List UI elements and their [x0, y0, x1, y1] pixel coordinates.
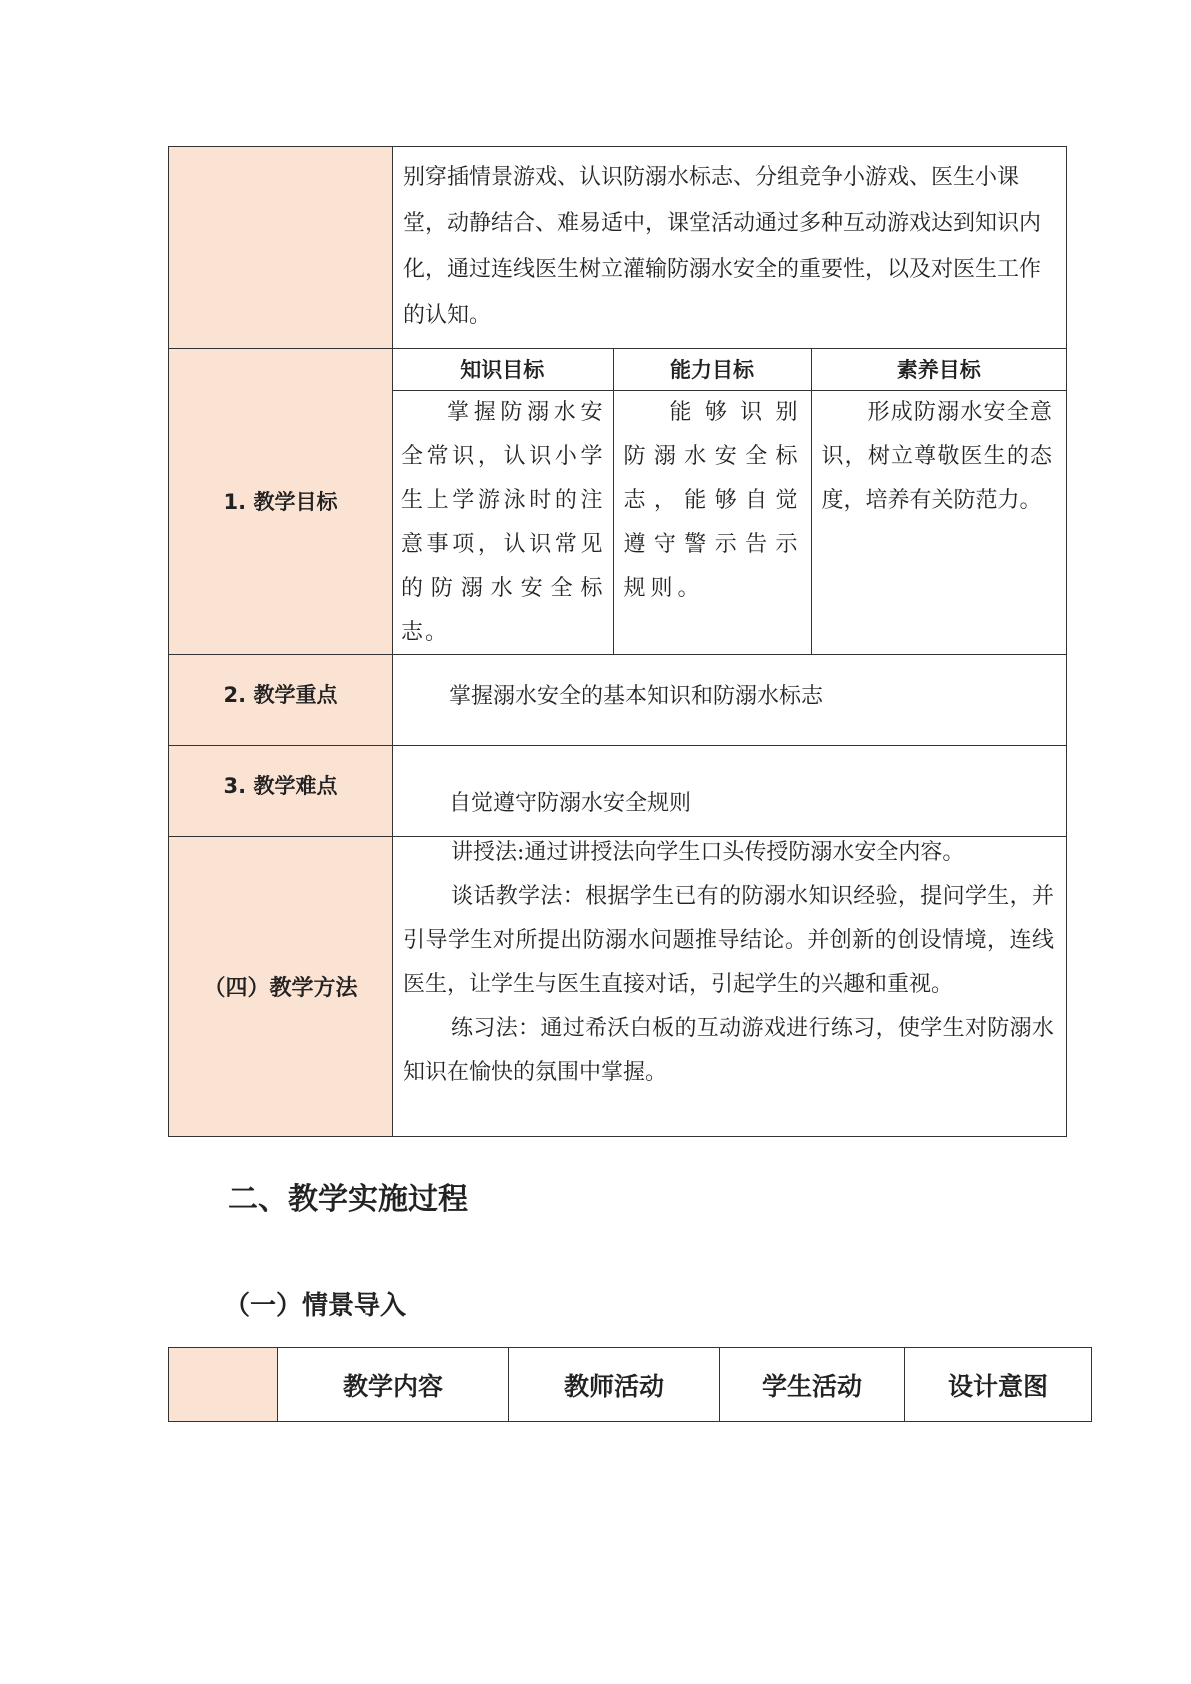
key-point-cell	[393, 654, 1067, 745]
overview-table	[168, 146, 1067, 1137]
difficulty-label: 3. 教学难点	[169, 745, 393, 836]
method-practice: 练习法：通过希沃白板的互动游戏进行练习，使学生对防溺水知识在愉快的氛围中掌握。	[403, 1015, 1054, 1085]
difficulty-text: 自觉遵守防溺水安全规则	[449, 790, 692, 816]
methods-cell	[393, 836, 1067, 1136]
knowledge-objective-cell	[392, 390, 613, 655]
process-corner-cell	[169, 1348, 278, 1422]
header-ability: 能力目标	[613, 348, 811, 390]
objectives-label: 1. 教学目标	[169, 349, 393, 655]
knowledge-objective: 掌握防溺水安全常识，认识小学生上学游泳时的注意事项，认识常见的防溺水安全标志。	[401, 399, 605, 645]
method-dialogue: 谈话教学法：根据学生已有的防溺水知识经验，提问学生，并引导学生对所提出防溺水问题推导结论。并创新的创设情境，连线医生，让学生与医生直接对话，引起学生的兴趣和重视。	[403, 883, 1054, 997]
intro-text-cell	[393, 147, 1067, 349]
header-design-intent: 设计意图	[905, 1348, 1092, 1422]
intro-label-cell	[169, 147, 393, 349]
intro-text: 别穿插情景游戏、认识防溺水标志、分组竞争小游戏、医生小课堂，动静结合、难易适中，课堂活动通过多种互动游戏达到知识内化，通过连线医生树立灌输防溺水安全的重要性，以及对医生工作的认知。	[403, 165, 1042, 328]
header-student-activity: 学生活动	[720, 1348, 905, 1422]
header-teacher-activity: 教师活动	[509, 1348, 720, 1422]
header-teaching-content: 教学内容	[278, 1348, 509, 1422]
section-title: 二、教学实施过程	[228, 1182, 468, 1217]
methods-label: （四）教学方法	[169, 836, 393, 1136]
process-table	[168, 1347, 1092, 1422]
difficulty-cell	[393, 745, 1067, 836]
literacy-objective-cell	[811, 390, 1066, 655]
method-lecture: 讲授法:通过讲授法向学生口头传授防溺水安全内容。	[451, 839, 965, 865]
literacy-objective: 形成防溺水安全意识，树立尊敬医生的态度，培养有关防范力。	[821, 399, 1052, 513]
header-literacy: 素养目标	[811, 348, 1066, 390]
objectives-cell	[393, 349, 1067, 655]
header-knowledge: 知识目标	[392, 348, 613, 390]
subsection-title: （一）情景导入	[224, 1291, 407, 1321]
ability-objective-cell	[613, 390, 811, 655]
objectives-table	[392, 348, 1066, 655]
ability-objective: 能够识别防溺水安全标志，能够自觉遵守警示告示规则。	[623, 399, 803, 601]
key-point-text: 掌握溺水安全的基本知识和防溺水标志	[449, 683, 824, 709]
key-point-label: 2. 教学重点	[169, 654, 393, 745]
